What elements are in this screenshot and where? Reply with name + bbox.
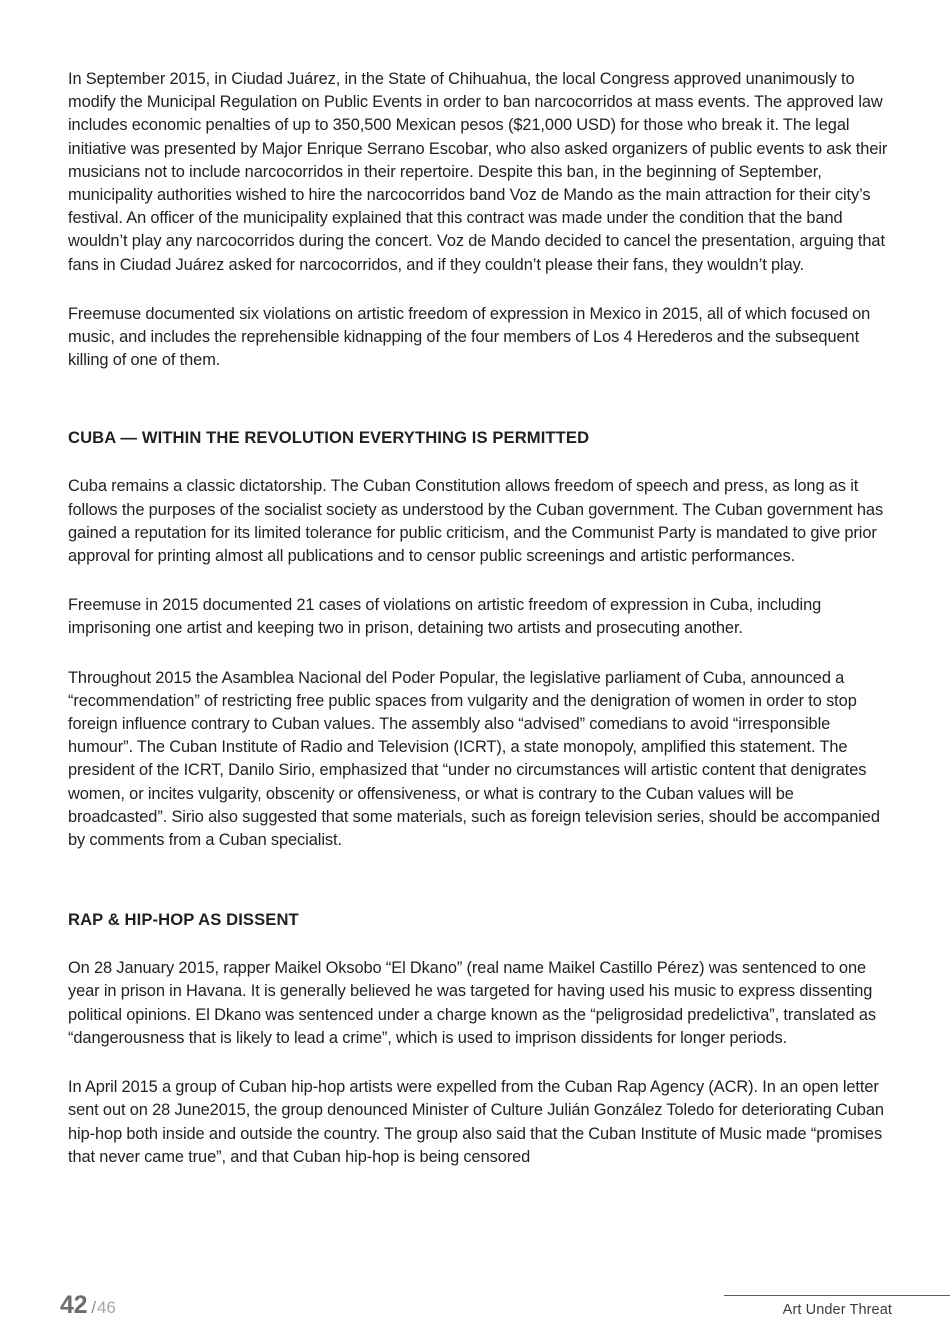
paragraph-cuba-dictatorship: Cuba remains a classic dictatorship. The Cuban Constitution allows freedom of speech and press, as long as it follows the purposes of the socialist society as understood by the Cuban government. The Cuban government has gained a reputation for its limited tolerance for public criticism, and the Communist Party is mandated to give prior approval for printing almost all publications and to censor public screenings and artistic performances. bbox=[68, 477, 884, 566]
folio-separator: / bbox=[91, 1298, 96, 1317]
paragraph-cuba-asamblea: Throughout 2015 the Asamblea Nacional del Poder Popular, the legislative parliament of Cuba, announced a “recommendation” of restricting free public spaces from vulgarity and the denigration of women in order to stop foreign influence contrary to Cuban values. The assembly also “advised” comedians to avoid “irresponsible humour”. The Cuban Institute of Radio and Television (ICRT), a state monopoly, amplified this statement. The president of the ICRT, Danilo Sirio, emphasized that “under no circumstances will artistic content that denigrates women, or incites vulgarity, obscenity or offensiveness, or what is contrary to the Cuban values will be broadcasted”. Sirio also suggested that some materials, such as foreign television series, should be accompanied by comments from a Cuban specialist. bbox=[68, 668, 880, 850]
paragraph-cuba-summary: Freemuse in 2015 documented 21 cases of violations on artistic freedom of expression in Cuba, including imprisoning one artist and keeping two in prison, detaining two artists and prosecuting another. bbox=[68, 596, 822, 638]
paragraph-el-dkano: On 28 January 2015, rapper Maikel Oksobo “El Dkano” (real name Maikel Castillo Pérez) was sentenced to one year in prison in Havana. It is generally believed he was targeted for having used his music to express dissenting political opinions. El Dkano was sentenced under a charge known as the “peligrosidad predelictiva”, translated as “dangerousness that is likely to lead a crime”, which is used to imprison dissidents for longer periods. bbox=[68, 959, 876, 1047]
folio-total-pages: 46 bbox=[96, 1298, 116, 1317]
heading-block-cuba bbox=[68, 398, 894, 475]
footer-document-title: Art Under Threat bbox=[782, 1302, 892, 1318]
section-heading-cuba: CUBA — WITHIN THE REVOLUTION EVERYTHING IS PERMITTED bbox=[68, 428, 590, 448]
page-footer bbox=[0, 1262, 950, 1344]
paragraph-acr-expulsion: In April 2015 a group of Cuban hip-hop artists were expelled from the Cuban Rap Agency (ACR). In an open letter sent out on 28 June2015, the group denounced Minister of Culture Julián González Toledo for deteriorating Cuban hip-hop both inside and outside the country. The group also said that the Cuban Institute of Music made “promises that never came true”, and that Cuban hip-hop is being censored bbox=[68, 1078, 884, 1166]
folio-current-page: 42 bbox=[60, 1291, 88, 1319]
paragraph-narcocorridos-ban: In September 2015, in Ciudad Juárez, in the State of Chihuahua, the local Congress approved unanimously to modify the Municipal Regulation on Public Events in order to ban narcocorridos at mass events. The approved law includes economic penalties of up to 350,500 Mexican pesos ($21,000 USD) for those who break it. The legal initiative was presented by Major Enrique Serrano Escobar, who also asked organizers of public events to ask their musicians not to include narcocorridos in their repertoire. Despite this ban, in the beginning of September, municipality authorities wished to hire the narcocorridos band Voz de Mando as the main attraction for their city’s festival. An officer of the municipality explained that this contract was made under the condition that the band wouldn’t play any narcocorridos during the concert. Voz de Mando decided to cancel the presentation, arguing that fans in Ciudad Juárez asked for narcocorridos, and if they couldn’t please their fans, they wouldn’t play. bbox=[68, 70, 888, 274]
page-folio bbox=[60, 1293, 116, 1318]
footer-divider-rule bbox=[724, 1295, 950, 1296]
heading-block-rap bbox=[68, 878, 894, 957]
section-heading-rap-hiphop: RAP & HIP-HOP AS DISSENT bbox=[68, 910, 299, 930]
paragraph-mexico-summary: Freemuse documented six violations on artistic freedom of expression in Mexico in 2015, all of which focused on music, and includes the reprehensible kidnapping of the four members of Los 4 Herederos and the subsequent killing of one of them. bbox=[68, 304, 871, 370]
page-body-content bbox=[68, 68, 894, 1169]
